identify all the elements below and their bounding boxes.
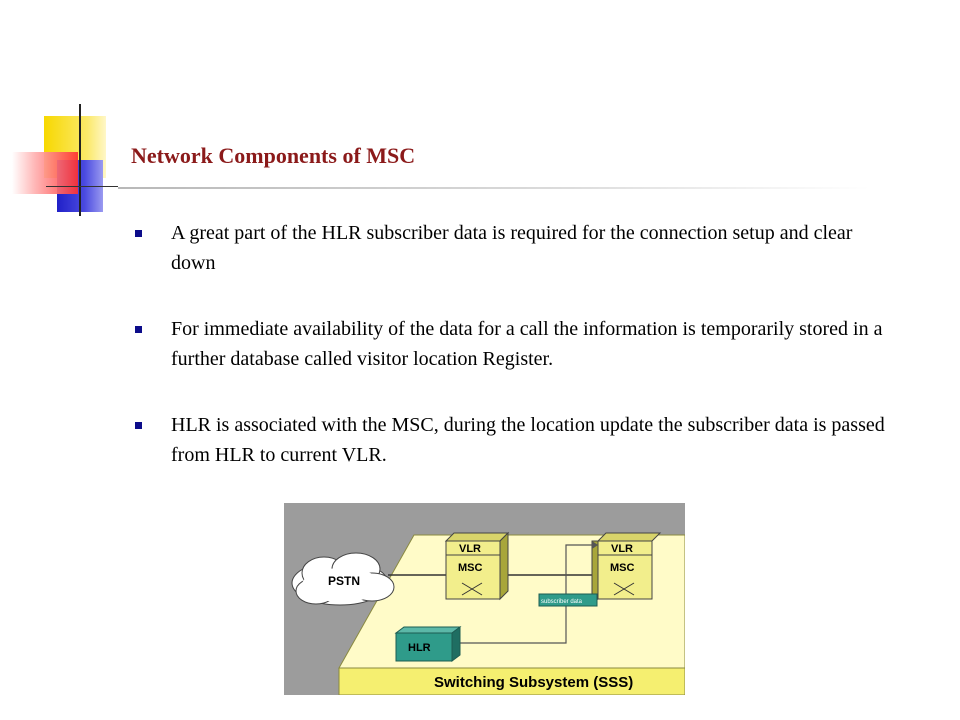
bullet-square-icon: [135, 422, 142, 429]
decorative-red-bar: [12, 152, 78, 194]
right-msc-label: MSC: [610, 562, 635, 574]
right-vlr-label: VLR: [611, 543, 633, 555]
bullet-square-icon: [135, 230, 142, 237]
subscriber-data-label: subscriber data: [541, 599, 583, 605]
bullet-list: [135, 218, 895, 506]
decorative-vertical-line: [79, 104, 81, 216]
switching-subsystem-diagram: [284, 503, 685, 695]
bullet-item: [135, 410, 895, 470]
bullet-item: [135, 218, 895, 278]
subsystem-label: Switching Subsystem (SSS): [434, 674, 634, 691]
hlr-label: HLR: [408, 642, 431, 654]
bullet-text: For immediate availability of the data for a call the information is temporarily stored in a further database called visitor location Register.: [171, 318, 883, 370]
decorative-horizontal-line: [46, 186, 118, 187]
bullet-text: HLR is associated with the MSC, during the location update the subscriber data is passed from HLR to current VLR.: [171, 414, 885, 466]
bullet-text: A great part of the HLR subscriber data is required for the connection setup and clear down: [171, 222, 853, 274]
bullet-square-icon: [135, 326, 142, 333]
title-underline: [118, 187, 870, 189]
left-msc-label: MSC: [458, 562, 483, 574]
diagram-canvas: [284, 503, 685, 695]
bullet-item: [135, 314, 895, 374]
slide-title: Network Components of MSC: [131, 143, 416, 168]
pstn-label: PSTN: [328, 574, 361, 588]
left-vlr-label: VLR: [459, 543, 481, 555]
